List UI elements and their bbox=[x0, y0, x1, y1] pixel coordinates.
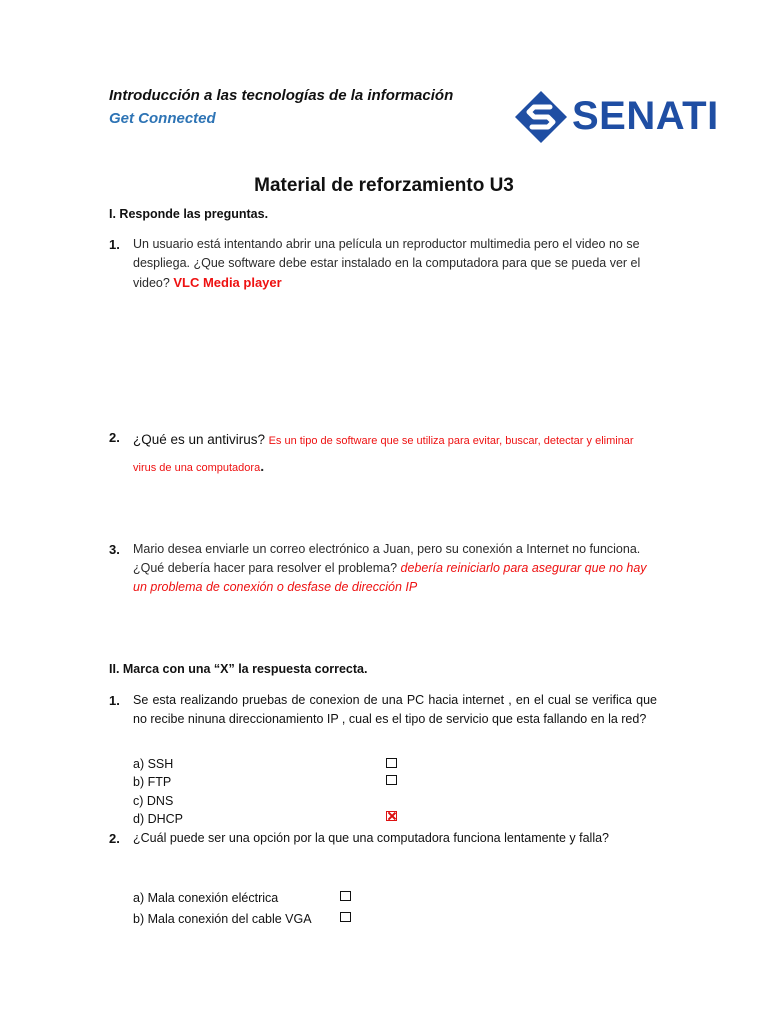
s2-q1-option-a: a) SSH bbox=[133, 757, 174, 771]
s2-q2-option-b: b) Mala conexión del cable VGA bbox=[133, 912, 312, 926]
s1-q3-answer: debería reiniciarlo para asegurar que no hay un problema de conexión o desfase de dirección IP bbox=[133, 561, 647, 594]
s1-q3-text bbox=[133, 540, 653, 597]
s1-q3-number: 3. bbox=[109, 542, 120, 557]
s1-q2-number: 2. bbox=[109, 430, 120, 445]
s1-q1-question: Un usuario está intentando abrir una película un reproductor multimedia pero el video no se despliega. ¿Que software debe estar instalado en la computadora para que se pueda ver el video? bbox=[133, 237, 641, 290]
s2-q2-checkbox-b[interactable] bbox=[340, 912, 351, 922]
s1-q2-period: . bbox=[260, 458, 265, 474]
s2-q1-option-b: b) FTP bbox=[133, 775, 172, 789]
s1-q2-question: ¿Qué es un antivirus? bbox=[133, 432, 266, 447]
s2-q1-option-c: c) DNS bbox=[133, 794, 174, 808]
s2-q2-checkbox-a[interactable] bbox=[340, 891, 351, 901]
s2-q1-option-d: d) DHCP bbox=[133, 812, 184, 826]
s1-q1-answer: VLC Media player bbox=[173, 275, 282, 290]
s1-q2-answer: Es un tipo de software que se utiliza para evitar, buscar, detectar y eliminar virus de una computadora bbox=[133, 435, 634, 474]
section-2-heading: II. Marca con una “X” la respuesta correcta. bbox=[109, 662, 368, 676]
s1-q3-question: Mario desea enviarle un correo electrónico a Juan, pero su conexión a Internet no funciona. ¿Qué debería hacer para resolver el problema? bbox=[133, 542, 641, 575]
s2-q1-checkbox-b[interactable] bbox=[386, 775, 397, 785]
s2-q2-option-a: a) Mala conexión eléctrica bbox=[133, 891, 279, 905]
s2-q1-checkbox-d-checked[interactable] bbox=[386, 811, 397, 821]
page-title: Material de reforzamiento U3 bbox=[254, 175, 514, 196]
s1-q1-number: 1. bbox=[109, 237, 120, 252]
s2-q2-number: 2. bbox=[109, 831, 120, 846]
s2-q1-number: 1. bbox=[109, 693, 120, 708]
course-title: Introducción a las tecnologías de la información bbox=[109, 87, 454, 104]
s2-q2-text: ¿Cuál puede ser una opción por la que una computadora funciona lentamente y falla? bbox=[133, 831, 610, 845]
senati-logo-text: SENATI bbox=[572, 94, 719, 138]
section-1-heading: I. Responde las preguntas. bbox=[109, 207, 269, 221]
s1-q2-text bbox=[133, 427, 653, 481]
course-subtitle: Get Connected bbox=[109, 110, 216, 127]
s2-q1-text: Se esta realizando pruebas de conexion de una PC hacia internet , en el cual se verifica que no recibe ninuna direccionamiento IP , cual es el tipo de servicio que esta fallando en la red? bbox=[133, 693, 657, 726]
s2-q1-checkbox-a[interactable] bbox=[386, 758, 397, 768]
s1-q1-text bbox=[133, 235, 653, 293]
